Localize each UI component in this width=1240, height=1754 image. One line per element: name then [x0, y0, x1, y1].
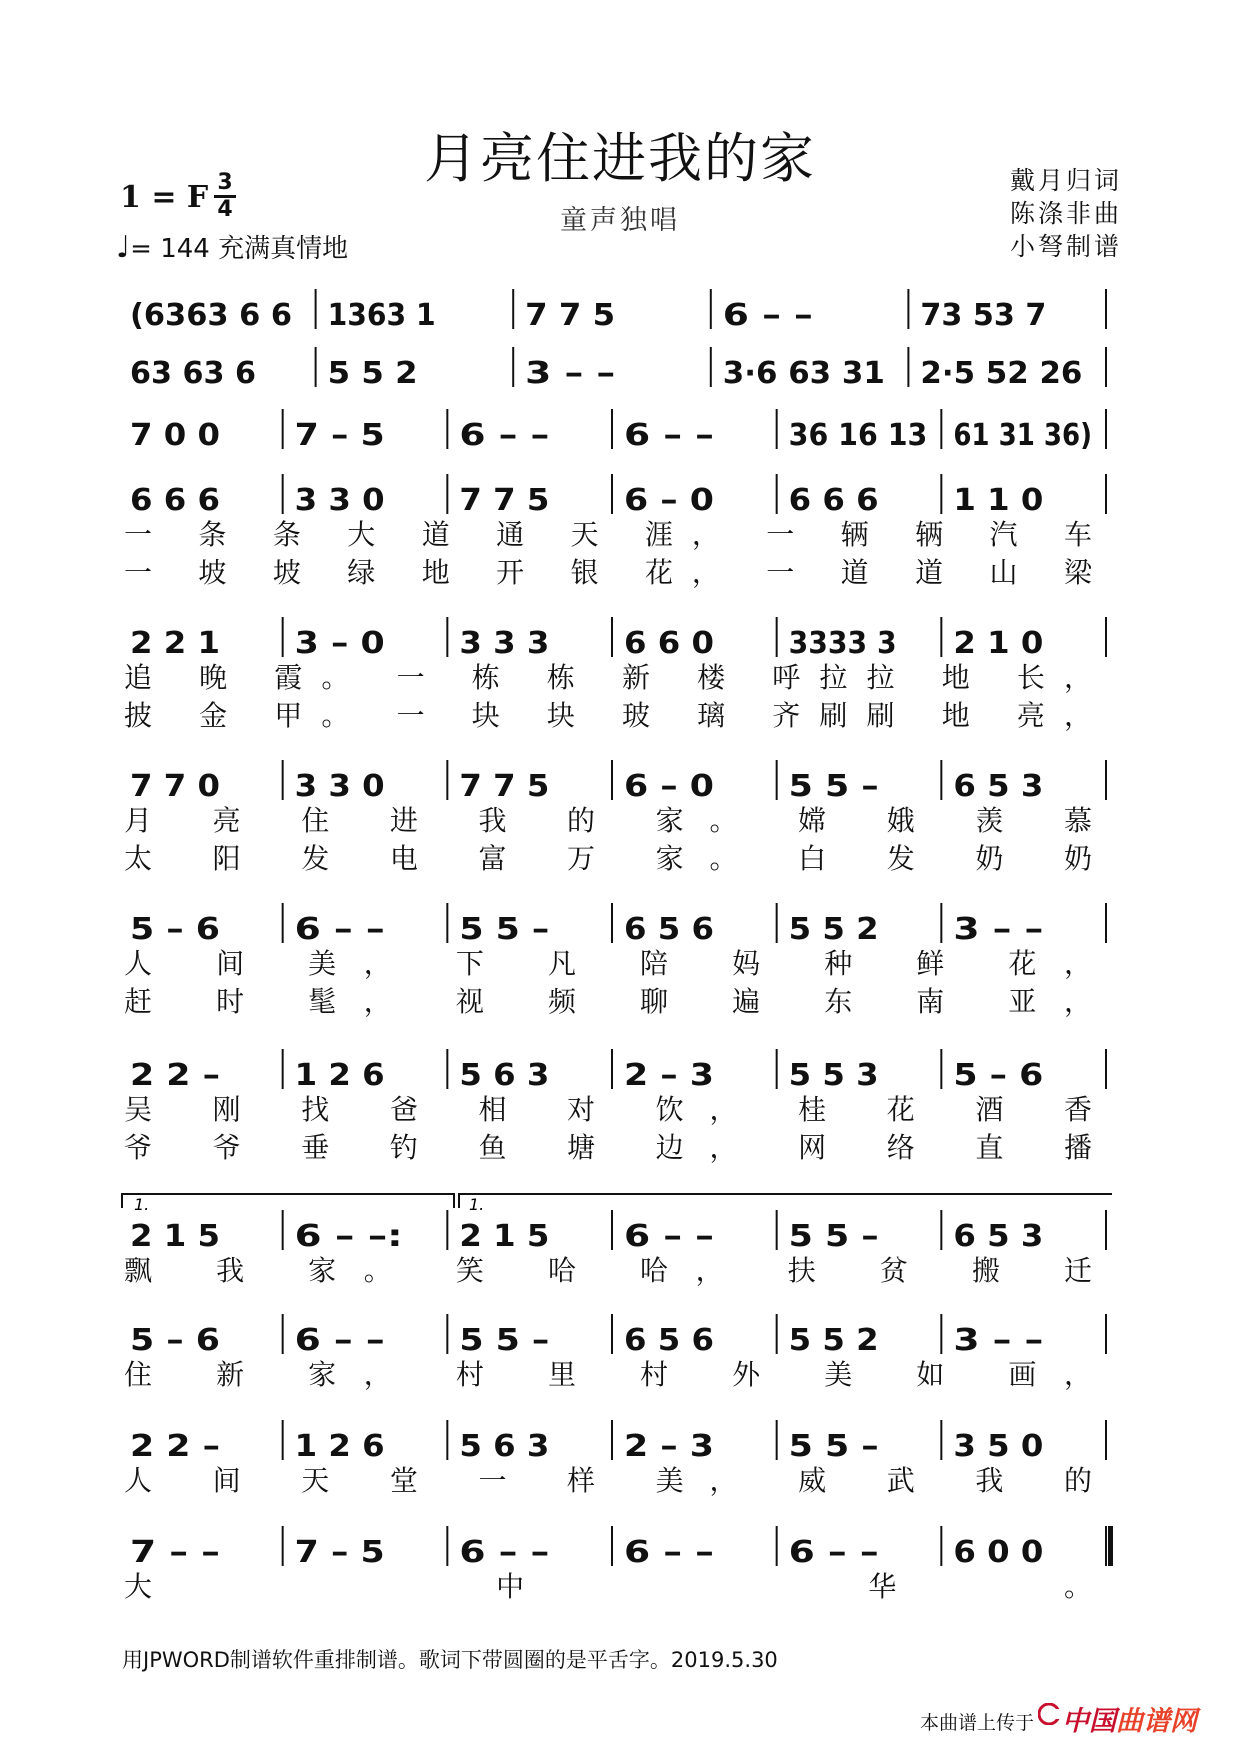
measure-notes: 3 – –: [953, 1323, 1044, 1358]
volta-label-2: 1.: [469, 1195, 485, 1214]
measure-notes: 63 63 6: [130, 356, 256, 391]
measure-notes: 1 1 0: [953, 483, 1044, 518]
volta-bracket-2: [459, 1194, 1112, 1208]
measure-notes: 6 – –: [722, 298, 813, 333]
lyric-line: 人 间 美， 下 凡 陪 妈 种 鲜 花，: [124, 947, 1093, 980]
measure-notes: 7 0 0: [130, 418, 220, 453]
measure-notes: 3 – 0: [294, 626, 385, 661]
measure-notes: 6 6 6: [130, 483, 220, 518]
measure-notes: 5 5 –: [788, 1219, 879, 1254]
engraving-note: 用JPWORD制谱软件重排制谱。歌词下带圆圈的是平舌字。2019.5.30: [122, 1648, 778, 1672]
measure-notes: 6 – 0: [624, 483, 714, 518]
measure-notes: 5 5 –: [788, 1429, 879, 1464]
lyric-line: 披 金 甲。 一 块 块 玻 璃 齐刷刷 地 亮，: [124, 699, 1093, 732]
lyric-line: 月 亮 住 进 我 的 家。 嫦 娥 羡 慕: [124, 804, 1092, 837]
measure-notes: 61 31 36): [953, 418, 1092, 453]
measure-notes: 5 5 –: [459, 1323, 550, 1358]
measure-notes: 6 6 0: [624, 626, 714, 661]
measure-notes: 3 3 0: [294, 769, 385, 804]
final-barline: [1108, 1526, 1113, 1566]
measure-notes: 6 – 0: [624, 769, 714, 804]
key-signature: 1 = F: [120, 180, 209, 215]
measure-notes: 3 – –: [953, 912, 1044, 947]
measure-notes: 3 – –: [525, 356, 616, 391]
measure-notes: 6 5 6: [624, 1323, 714, 1358]
composer-credit: 陈涤非曲: [1010, 199, 1123, 228]
measure-notes: 3 5 0: [953, 1429, 1044, 1464]
lyricist-credit: 戴月归词: [1010, 166, 1123, 195]
lyric-line: 太 阳 发 电 富 万 家。 白 发 奶 奶: [124, 842, 1092, 875]
measure-notes: 5 5 –: [788, 769, 879, 804]
measure-notes: 6 – –: [624, 1219, 714, 1254]
lyric-line: 人 间 天 堂 一 样 美， 威 武 我 的: [124, 1464, 1092, 1497]
measure-notes: 5 5 –: [459, 912, 550, 947]
measure-notes: 73 53 7: [920, 298, 1047, 333]
measure-notes: 2 2 –: [130, 1429, 220, 1464]
measure-notes: 6 6 6: [788, 483, 879, 518]
measure-notes: 6 0 0: [953, 1535, 1044, 1570]
measure-notes: 2 – 3: [624, 1429, 714, 1464]
brand-text-2: 曲谱网: [1116, 1706, 1197, 1737]
measure-notes: 5 6 3: [459, 1429, 550, 1464]
measure-notes: 6 – –: [459, 1535, 550, 1570]
measure-notes: 2·5 52 26: [920, 356, 1083, 391]
measure-notes: 1363 1: [327, 298, 436, 333]
tempo-text: = 144 充满真情地: [130, 234, 349, 264]
measure-notes: 36 16 13: [788, 418, 928, 453]
lyric-line: 爷 爷 垂 钓 鱼 塘 边， 网 络 直 播: [124, 1131, 1092, 1164]
measure-notes: 3 3 3: [459, 626, 550, 661]
time-signature-bottom: 4: [217, 197, 233, 222]
measure-notes: 5 6 3: [459, 1058, 550, 1093]
brand-logo-icon: [1038, 1703, 1060, 1725]
song-subtitle: 童声独唱: [560, 205, 680, 236]
measure-notes: 6 – –: [624, 418, 714, 453]
measure-notes: 1 2 6: [294, 1429, 385, 1464]
volta-bracket-1: [122, 1194, 454, 1208]
lyric-line: 追 晚 霞。 一 栋 栋 新 楼 呼拉拉 地 长，: [124, 661, 1093, 694]
measure-notes: 2 – 3: [624, 1058, 714, 1093]
lyric-line: 一 条 条 大 道 通 天 涯， 一 辆 辆 汽 车: [124, 518, 1093, 551]
measure-notes: 5 5 2: [788, 1323, 879, 1358]
measure-notes: 6 – –: [459, 418, 550, 453]
measure-notes: 6 – –: [294, 912, 385, 947]
lyric-line: 一 坡 坡 绿 地 开 银 花， 一 道 道 山 梁: [124, 556, 1093, 589]
measure-notes: 5 – 6: [130, 1323, 220, 1358]
measure-notes: 5 – 6: [953, 1058, 1044, 1093]
measure-notes: 2 1 5: [459, 1219, 550, 1254]
volta-label-1: 1.: [134, 1195, 150, 1214]
measure-notes: 6 – –: [788, 1535, 879, 1570]
engraver-credit: 小弩制谱: [1010, 232, 1123, 261]
measure-notes: 7 – 5: [294, 1535, 385, 1570]
measure-notes: 3 3 0: [294, 483, 385, 518]
brand-logo[interactable]: [1062, 1699, 1197, 1738]
measure-notes: 2 2 1: [130, 626, 220, 661]
measure-notes: (6363 6 6: [130, 298, 292, 333]
measure-notes: 6 – –: [294, 1323, 385, 1358]
lyric-line: 大 中 华。: [124, 1570, 1092, 1603]
measure-notes: 3·6 63 31: [722, 356, 885, 391]
measure-notes: 3333 3: [788, 626, 897, 661]
measure-notes: 7 – –: [130, 1535, 220, 1570]
measure-notes: 6 5 3: [953, 769, 1044, 804]
measure-notes: 1 2 6: [294, 1058, 385, 1093]
upload-label: 本曲谱上传于: [920, 1712, 1035, 1734]
measure-notes: 5 – 6: [130, 912, 220, 947]
measure-notes: 7 7 0: [130, 769, 220, 804]
measure-notes: 6 – –: [624, 1535, 714, 1570]
measure-notes: 6 – –:: [294, 1219, 403, 1254]
measure-notes: 2 2 –: [130, 1058, 220, 1093]
measure-notes: 7 – 5: [294, 418, 385, 453]
lyric-line: 吴 刚 找 爸 相 对 饮， 桂 花 酒 香: [124, 1093, 1092, 1126]
brand-text-1: 中国: [1062, 1706, 1116, 1737]
quarter-note-icon: ♩: [116, 230, 131, 265]
measure-notes: 2 1 0: [953, 626, 1044, 661]
measure-notes: 5 5 2: [327, 356, 418, 391]
lyric-line: 住 新 家， 村 里 村 外 美 如 画，: [124, 1358, 1093, 1391]
measure-notes: 2 1 5: [130, 1219, 220, 1254]
song-title: 月亮住进我的家: [424, 129, 816, 189]
lyric-line: 赶 时 髦， 视 频 聊 遍 东 南 亚，: [124, 985, 1093, 1018]
measure-notes: 6 5 6: [624, 912, 714, 947]
measure-notes: 5 5 2: [788, 912, 879, 947]
measure-notes: 7 7 5: [459, 769, 550, 804]
measure-notes: 5 5 3: [788, 1058, 879, 1093]
measure-notes: 7 7 5: [459, 483, 550, 518]
time-signature-top: 3: [217, 170, 233, 195]
lyric-line: 飘 我 家。 笑 哈 哈， 扶 贫 搬 迁: [124, 1254, 1093, 1287]
measure-notes: 6 5 3: [953, 1219, 1044, 1254]
measure-notes: 7 7 5: [525, 298, 616, 333]
